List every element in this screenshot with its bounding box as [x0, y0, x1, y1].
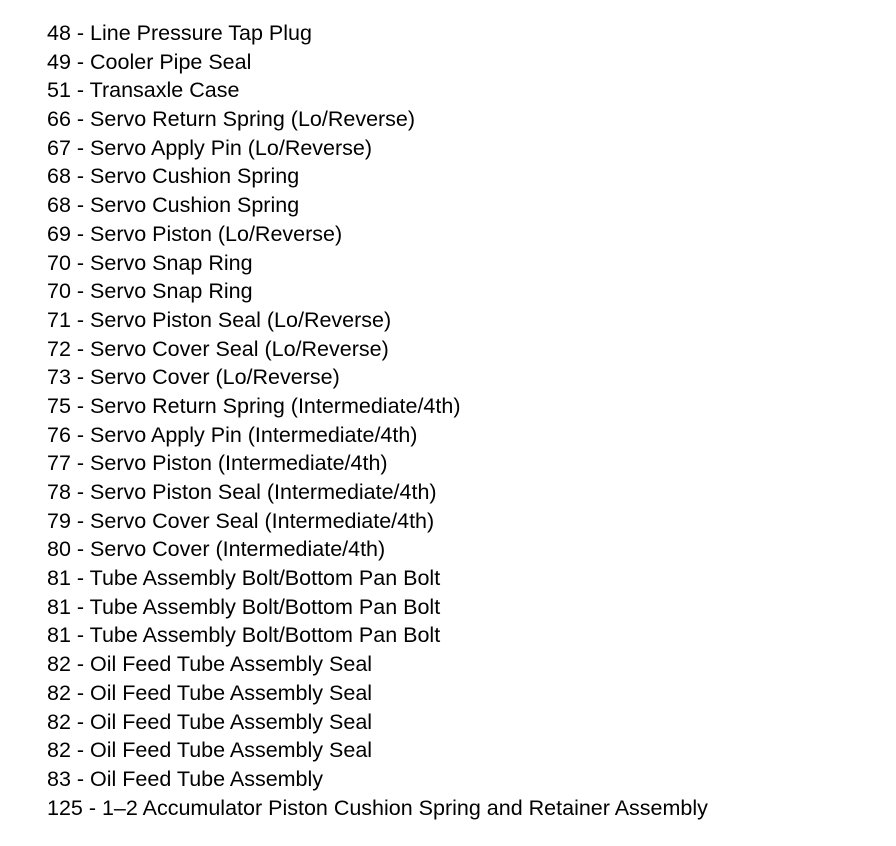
part-item: 72 - Servo Cover Seal (Lo/Reverse) — [47, 336, 389, 361]
part-item: 79 - Servo Cover Seal (Intermediate/4th) — [47, 508, 435, 533]
part-item: 76 - Servo Apply Pin (Intermediate/4th) — [47, 422, 418, 447]
part-item: 68 - Servo Cushion Spring — [47, 164, 300, 189]
part-item: 73 - Servo Cover (Lo/Reverse) — [47, 365, 340, 390]
part-item: 82 - Oil Feed Tube Assembly Seal — [47, 652, 373, 677]
part-item: 49 - Cooler Pipe Seal — [47, 49, 252, 74]
part-item: 78 - Servo Piston Seal (Intermediate/4th) — [47, 480, 437, 504]
part-item: 75 - Servo Return Spring (Intermediate/4th) — [47, 393, 461, 418]
part-item: 80 - Servo Cover (Intermediate/4th) — [47, 537, 386, 562]
part-item: 70 - Servo Snap Ring — [47, 279, 253, 304]
part-item: 67 - Servo Apply Pin (Lo/Reverse) — [47, 135, 373, 160]
part-item: 82 - Oil Feed Tube Assembly Seal — [47, 709, 373, 734]
part-item: 82 - Oil Feed Tube Assembly Seal — [47, 738, 373, 763]
part-item: 77 - Servo Piston (Intermediate/4th) — [47, 451, 388, 476]
part-item: 82 - Oil Feed Tube Assembly Seal — [47, 680, 373, 705]
part-item: 70 - Servo Snap Ring — [47, 250, 253, 275]
part-item: 51 - Transaxle Case — [47, 78, 240, 103]
part-item: 83 - Oil Feed Tube Assembly — [47, 766, 324, 791]
part-item: 125 - 1–2 Accumulator Piston Cushion Spring and Retainer Assembly — [47, 795, 708, 820]
part-item: 81 - Tube Assembly Bolt/Bottom Pan Bolt — [47, 566, 441, 591]
part-item: 71 - Servo Piston Seal (Lo/Reverse) — [47, 307, 392, 332]
parts-legend-list — [47, 19, 708, 822]
part-item: 69 - Servo Piston (Lo/Reverse) — [47, 221, 343, 246]
part-item: 66 - Servo Return Spring (Lo/Reverse) — [47, 107, 416, 132]
part-item: 48 - Line Pressure Tap Plug — [47, 21, 312, 45]
part-item: 81 - Tube Assembly Bolt/Bottom Pan Bolt — [47, 594, 441, 619]
part-item: 81 - Tube Assembly Bolt/Bottom Pan Bolt — [47, 623, 441, 648]
part-item: 68 - Servo Cushion Spring — [47, 193, 300, 218]
